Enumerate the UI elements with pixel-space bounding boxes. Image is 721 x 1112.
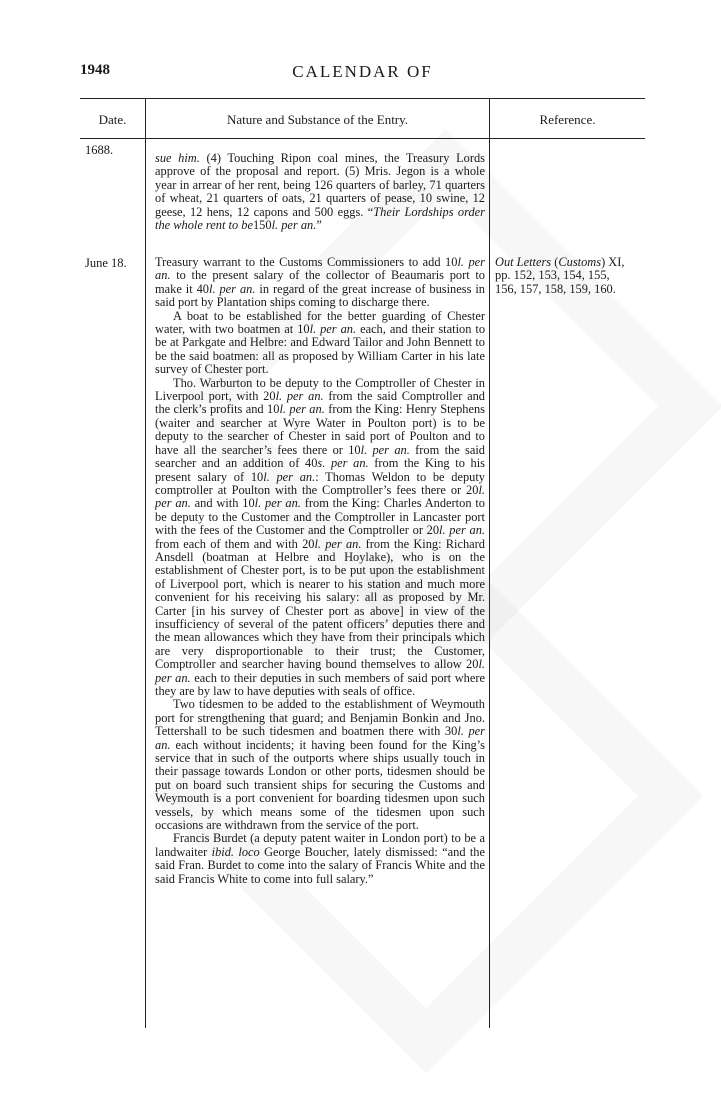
page-number: 1948 <box>80 62 110 78</box>
page-header <box>80 62 645 86</box>
reference-citation <box>495 256 647 296</box>
reference-line-2: pp. 152, 153, 154, 155, <box>495 268 610 283</box>
entry-date-june-18: June 18. <box>85 256 127 270</box>
column-divider-right <box>489 98 490 1028</box>
column-head-nature: Nature and Substance of the Entry. <box>226 112 409 127</box>
column-head-date: Date. <box>98 112 127 127</box>
running-title: CALENDAR OF <box>292 62 433 81</box>
table-top-rule <box>80 98 645 99</box>
reference-line-1: Out Letters (Customs) XI, <box>495 255 625 269</box>
entry-text-continued: sue him. (4) Touching Ripon coal mines, the Treasury Lords approve of the proposal and report. (5) Mris. Jegon is a whole year in arrear of her rent, being 126 quarters of barley, 71 quarters of wheat, 21 quarters of oats, 21 quarters of pease, 10 swine, 12 geese, 12 hens, 12 capons and 500 eggs. “Their Lordships order the whole rent to be150l. per an.” <box>155 151 485 233</box>
column-divider-left <box>145 98 146 1028</box>
reference-line-3: 156, 157, 158, 159, 160. <box>495 281 616 296</box>
entry-text-june-18: Treasury warrant to the Customs Commissioners to add 10l. per an. to the present salary of the collector of Beaumaris port to make it 40l. per an. in regard of the great increase of business in said port by Plantation ships coming to discharge there. A boat to be established for the better guarding of Chester water, with two boatmen at 10l. per an. each, and their station to be at Parkgate and Helbre: and Edward Tailor and John Bennett to be the said boatmen: all as proposed by William Carter in his late survey of Chester port. Tho. Warburton to be deputy to the Comptroller of Chester in Liverpool port, with 20l. per an. from the said Comptroller and the clerk’s profits and 10l. per an. from the King: Henry Stephens (waiter and searcher at Wyre Water in Poulton port) is to be deputy to the searcher of Chester in said port of Poulton and to have all the searcher’s fees there or 10l. per an. from the said searcher and an addition of 40s. per an. from the King to his present salary of 10l. per an.: Thomas Weldon to be deputy comptroller at Poulton with the Comptroller’s fees there or 20l. per an. and with 10l. per an. from the King: Charles Anderton to be deputy to the Customer and the Comptroller in Lancaster port with the fees of the Customer and the Comptroller or 20l. per an. from each of them and with 20l. per an. from the King: Richard Ansdell (boatman at Helbre and Hoylake), who is on the establishment of Chester port, is to be put upon the establishment of Liverpool port, which is nearer to his station and much more convenient for his receiving his salary: all as proposed by Mr. Carter [in his survey of Chester port as above] in view of the insufficiency of several of the patent officers’ deputies there and the mean allowances which they have from their principals which are very disproportionable to their trust; the Customer, Comptroller and searcher having bound themselves to allow 20l. per an. each to their deputies in such members of said port where they are by law to have deputies with seals of office. Two tidesmen to be added to the establishment of Weymouth port for strengthening that guard; and Benjamin Bonkin and Jno. Tettershall to be such tidesmen and boatmen there with 30l. per an. each without incidents; it having been found for the King’s service that in such of the outports where ships usually touch in their passage towards London or other ports, tidesmen should be put on board such transient ships for securing the Customs and Weymouth is a port convenient for boarding tidesmen upon such vessels, by which means some of the tidesmen upon such occasions are withdrawn from the service of the port. Francis Burdet (a deputy patent waiter in London port) to be a landwaiter ibid. loco George Boucher, lately dismissed: “and the said Fran. Burdet to come into the salary of Francis White and the said Francis White to come into full salary.” <box>155 255 486 886</box>
table-head-rule <box>80 138 645 139</box>
entry-date-year: 1688. <box>85 143 114 157</box>
column-head-reference: Reference. <box>539 112 596 127</box>
